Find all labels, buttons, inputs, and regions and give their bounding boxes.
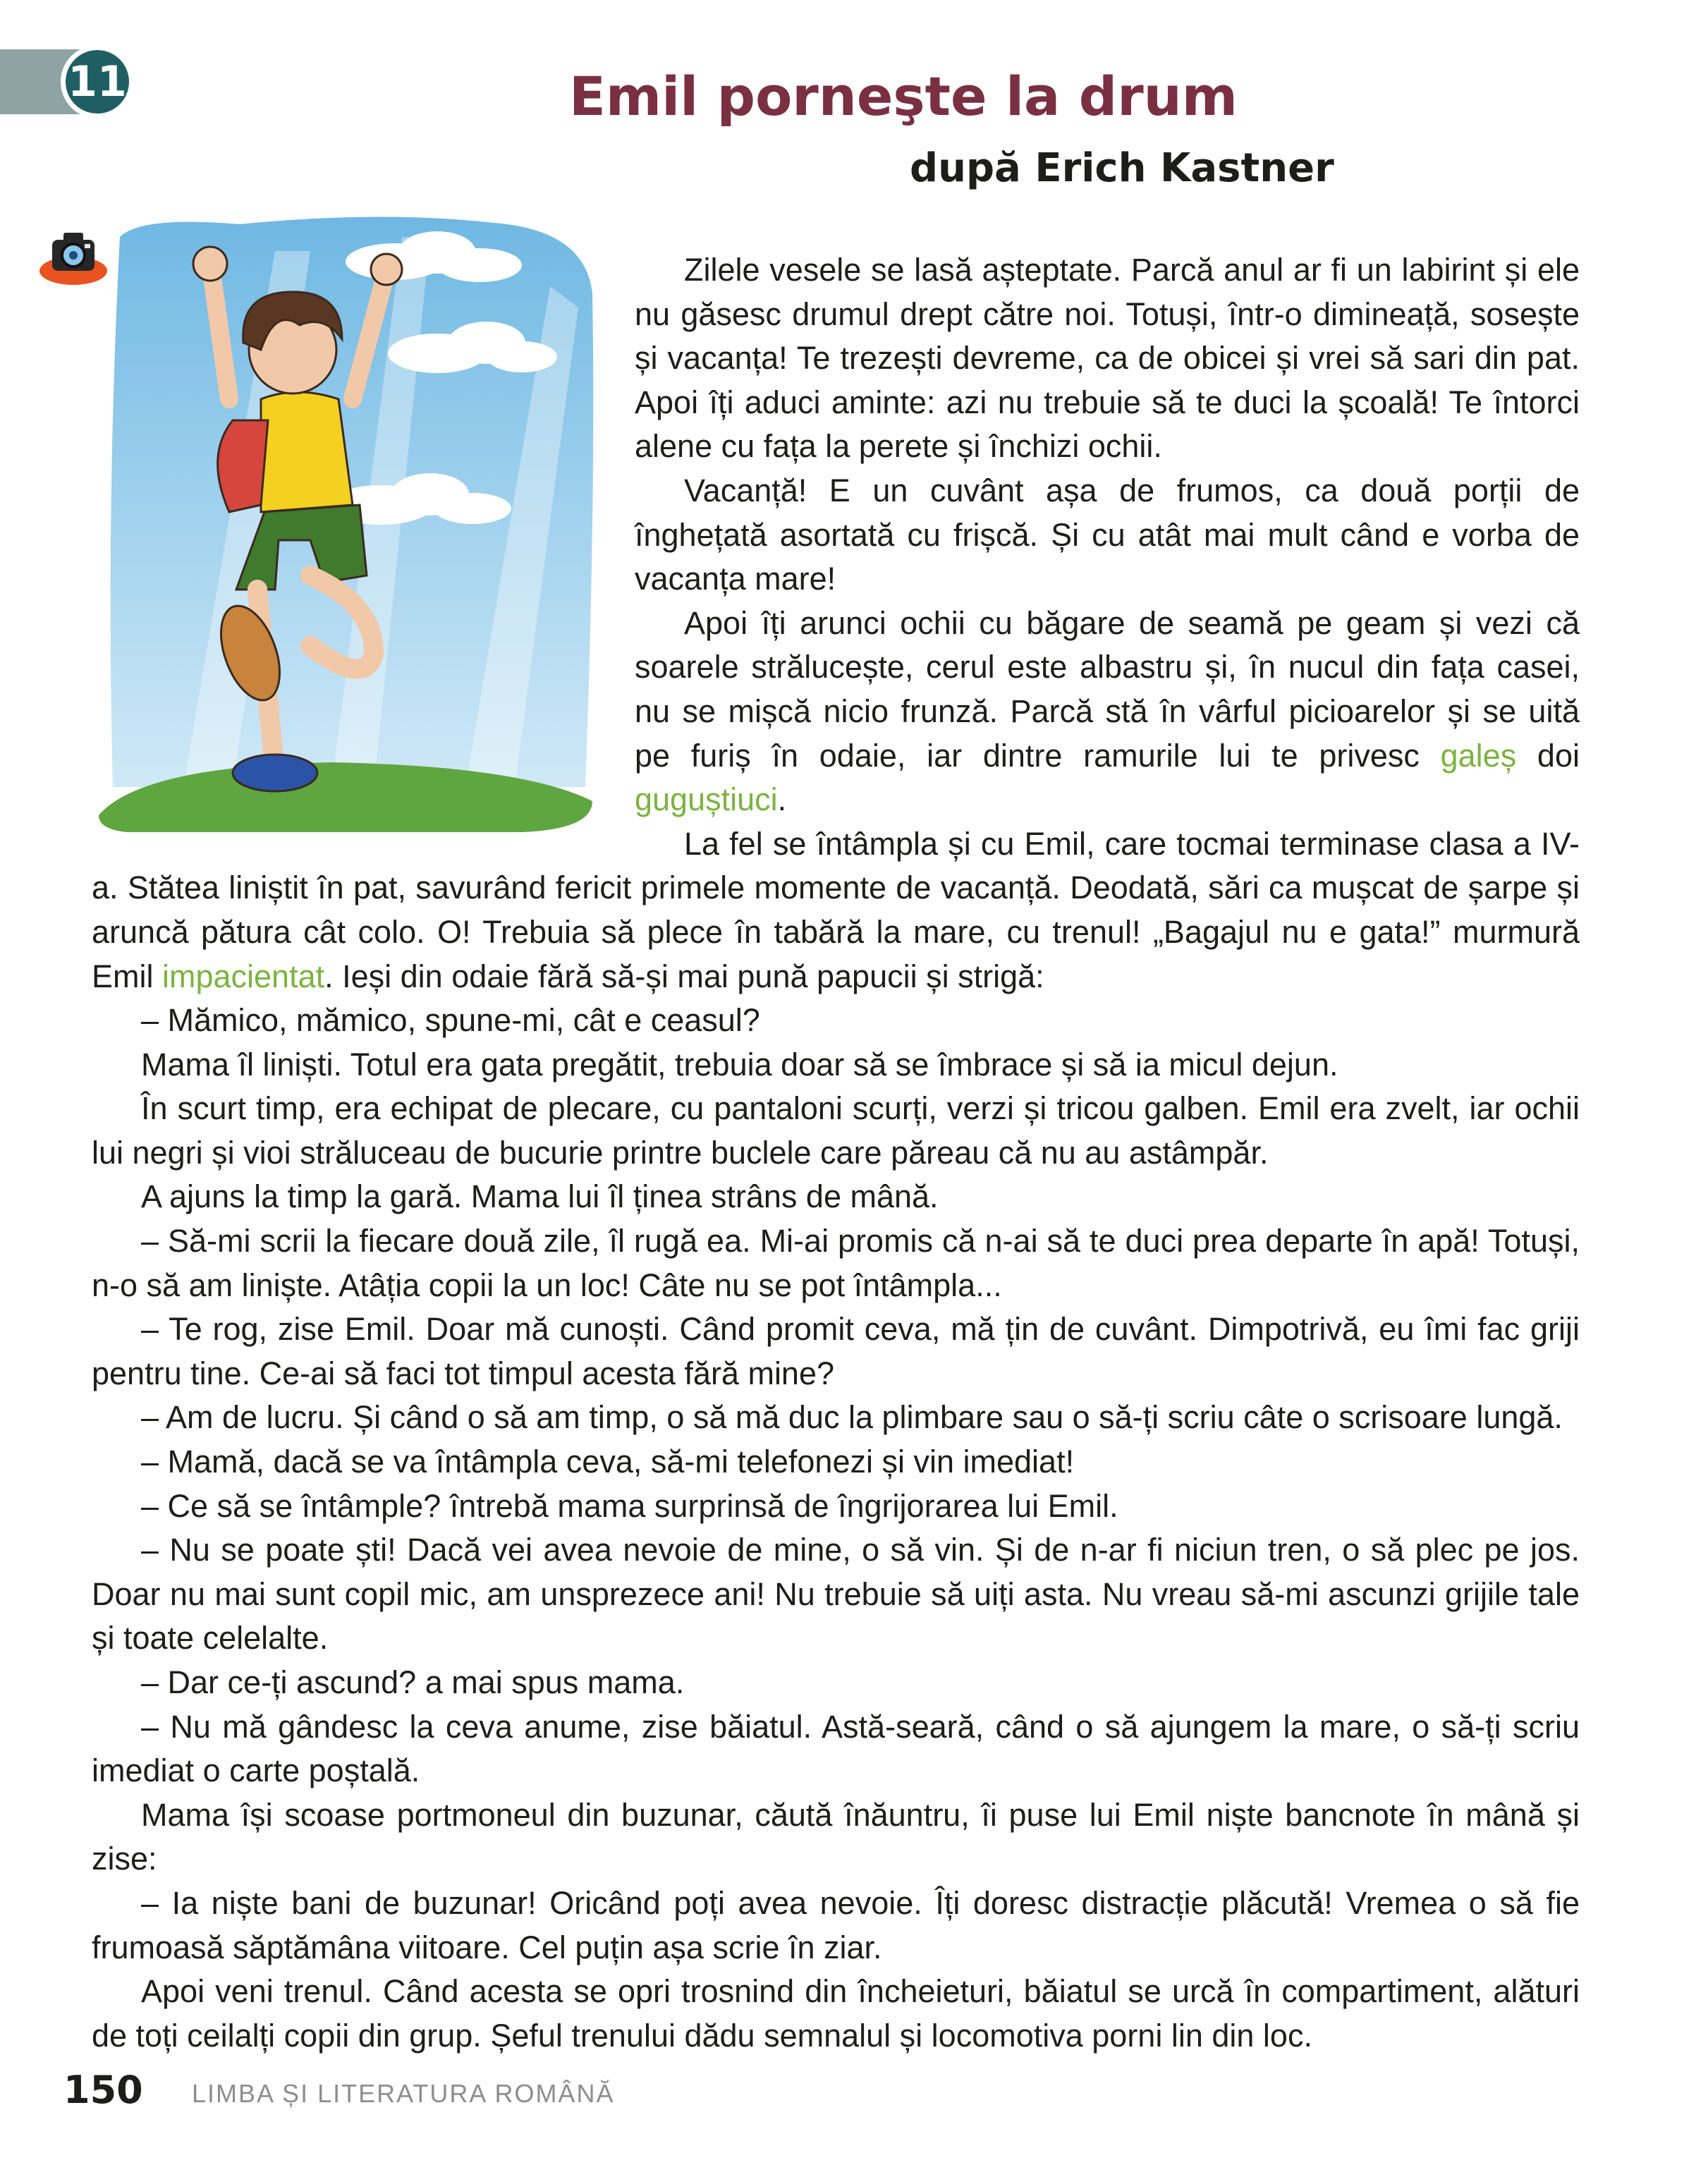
story-paragraph: [92, 822, 1580, 999]
text-run: – Mămico, mămico, spune-mi, cât e ceasul?: [141, 1002, 760, 1039]
story-paragraph: [92, 1793, 1580, 1882]
story-text: [92, 248, 1580, 2058]
story-paragraph: [92, 1440, 1580, 1484]
story-paragraph: [92, 1396, 1580, 1440]
text-run: – Nu mă gândesc la ceva anume, zise băiatul. Astă-seară, când o să ajungem la mare, o să-ți scriu imediat o carte poștală.: [92, 1708, 1580, 1789]
glossary-word: guguștiuci: [635, 781, 778, 818]
text-run: – Mamă, dacă se va întâmpla ceva, să-mi telefonezi și vin imediat!: [141, 1444, 1075, 1480]
page-number: 150: [63, 2068, 143, 2112]
story-paragraph: [92, 1307, 1580, 1396]
text-run: . Ieși din odaie fără să-și mai pună papucii și strigă:: [324, 958, 1044, 994]
story-paragraph: [92, 1528, 1580, 1661]
story-paragraph: [92, 1175, 1580, 1219]
text-run: – Ia niște bani de buzunar! Oricând poți avea nevoie. Îți doresc distracție plăcută! Vremea o să fie frumoasă săptămâna viitoare. Cel puțin așa scrie în ziar.: [92, 1884, 1580, 1965]
lesson-number: 11: [61, 45, 134, 118]
text-run: În scurt timp, era echipat de plecare, cu pantaloni scurți, verzi și tricou galben. Emil era zvelt, iar ochii lui negri și vioi străluceau de bucurie printre buclele care păreau că nu au astâmpăr.: [92, 1090, 1580, 1171]
glossary-word: impacientat: [162, 958, 325, 994]
text-run: Mama își scoase portmoneul din buzunar, căută înăuntru, îi puse lui Emil niște bancnote în mână și zise:: [92, 1796, 1580, 1877]
text-run: Apoi îți arunci ochii cu băgare de seamă pe geam și vezi că soarele strălucește, cerul este albastru și, în nucul din fața casei, nu se mișcă nicio frunză. Parcă stă în vârful picioarelor și se uită pe furiș în odaie, iar dintre ramurile lui te privesc: [635, 604, 1580, 774]
text-run: – Să-mi scrii la fiecare două zile, îl rugă ea. Mi-ai promis că n-ai să te duci prea departe în apă! Totuși, n-o să am liniște. Atâția copii la un loc! Câte nu se pot întâmpla...: [92, 1223, 1580, 1303]
text-run: – Dar ce-ți ascund? a mai spus mama.: [141, 1664, 685, 1700]
text-run: A ajuns la timp la gară. Mama lui îl ținea strâns de mână.: [141, 1178, 939, 1215]
story-paragraph: [92, 999, 1580, 1043]
story-paragraph: [92, 1970, 1580, 2058]
author-line: după Erich Kastner: [910, 145, 1334, 191]
text-run: La fel se întâmpla și cu Emil, care tocmai terminase clasa a IV-a. Stătea liniștit în pat, savurând fericit primele momente de vacanță. Deodată, sări ca mușcat de șarpe și aruncă pătura cât colo. O! Trebuia să plece în tabără la mare, cu trenul! „Bagajul nu e gata!” murmură Emil: [92, 825, 1580, 994]
text-run: Zilele vesele se lasă așteptate. Parcă anul ar fi un labirint și ele nu găsesc drumul drept către noi. Totuși, într-o dimineață, sosește și vacanța! Te trezești devreme, ca de obicei și vrei să sari din pat. Apoi îți aduci aminte: azi nu trebuie să te duci la școală! Te întorci alene cu fața la perete și închizi ochii.: [635, 252, 1580, 465]
text-run: – Nu se poate ști! Dacă vei avea nevoie de mine, o să vin. Și de n-ar fi niciun tren, o să plec pe jos. Doar nu mai sunt copil mic, am unsprezece ani! Nu trebuie să uiți asta. Nu vreau să-mi ascunzi grijile tale și toate celelalte.: [92, 1532, 1580, 1657]
text-run: Vacanță! E un cuvânt așa de frumos, ca două porții de înghețată asortată cu frișcă. Și cu atât mai mult când e vorba de vacanța mare!: [635, 472, 1580, 597]
story-paragraph: [92, 1219, 1580, 1307]
story-paragraph: [92, 1087, 1580, 1175]
text-run: – Te rog, zise Emil. Doar mă cunoști. Când promit ceva, mă țin de cuvânt. Dimpotrivă, eu îmi fac griji pentru tine. Ce-ai să faci tot timpul acesta fără mine?: [92, 1311, 1580, 1391]
text-run: doi: [1516, 737, 1580, 774]
text-run: Apoi veni trenul. Când acesta se opri trosnind din încheieturi, băiatul se urcă în compartiment, alături de toți ceilalți copii din grup. Șeful trenului dădu semnalul și locomotiva porni lin din loc.: [92, 1973, 1580, 2054]
story-paragraph: [92, 1882, 1580, 1970]
story-paragraph: [92, 1661, 1580, 1705]
story-paragraph: [92, 1043, 1580, 1087]
illustration-space: [92, 248, 635, 827]
glossary-word: galeș: [1440, 737, 1517, 774]
text-run: Mama îl liniști. Totul era gata pregătit, trebuia doar să se îmbrace și să ia micul dejun.: [141, 1046, 1338, 1082]
lesson-title: Emil porneşte la drum: [569, 65, 1238, 128]
story-paragraph: [92, 1484, 1580, 1529]
text-run: .: [777, 781, 787, 818]
text-run: – Am de lucru. Și când o să am timp, o să mă duc la plimbare sau o să-ți scriu câte o scrisoare lungă.: [141, 1399, 1563, 1436]
story-paragraph: [92, 1705, 1580, 1793]
text-run: – Ce să se întâmple? întrebă mama surprinsă de îngrijorarea lui Emil.: [141, 1487, 1118, 1524]
book-title: LIMBA ȘI LITERATURA ROMÂNĂ: [192, 2079, 615, 2108]
